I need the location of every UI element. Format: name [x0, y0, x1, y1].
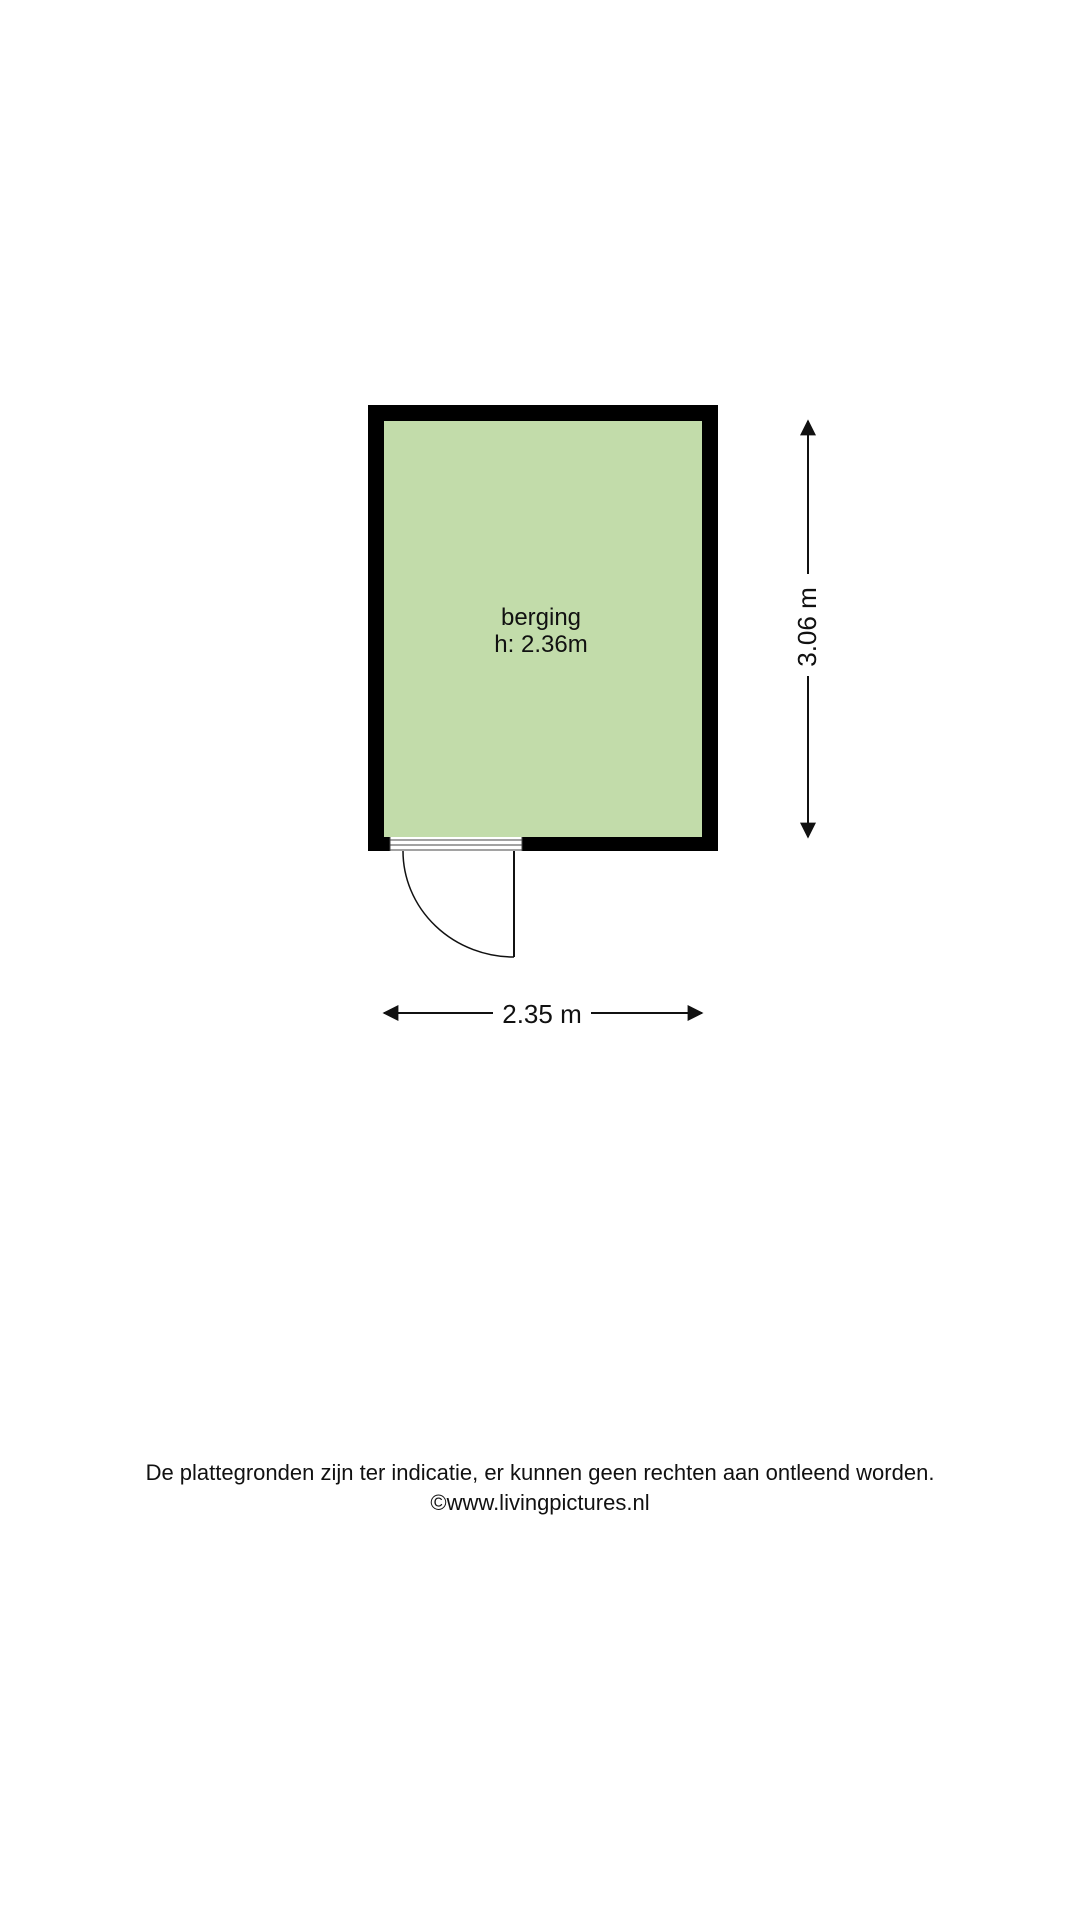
- door-opening: [390, 837, 522, 851]
- disclaimer-text: De plattegronden zijn ter indicatie, er kunnen geen rechten aan ontleend worden.: [145, 1460, 935, 1485]
- footer-text: [40, 1458, 1040, 1518]
- room-height: h: 2.36m: [494, 631, 588, 658]
- room-name: berging: [500, 604, 582, 631]
- door-swing-icon: [403, 851, 514, 957]
- depth-dimension-label: 3.06 m: [792, 587, 822, 667]
- copyright-text: ©www.livingpictures.nl: [430, 1490, 650, 1515]
- width-dimension-label: 2.35 m: [502, 999, 582, 1029]
